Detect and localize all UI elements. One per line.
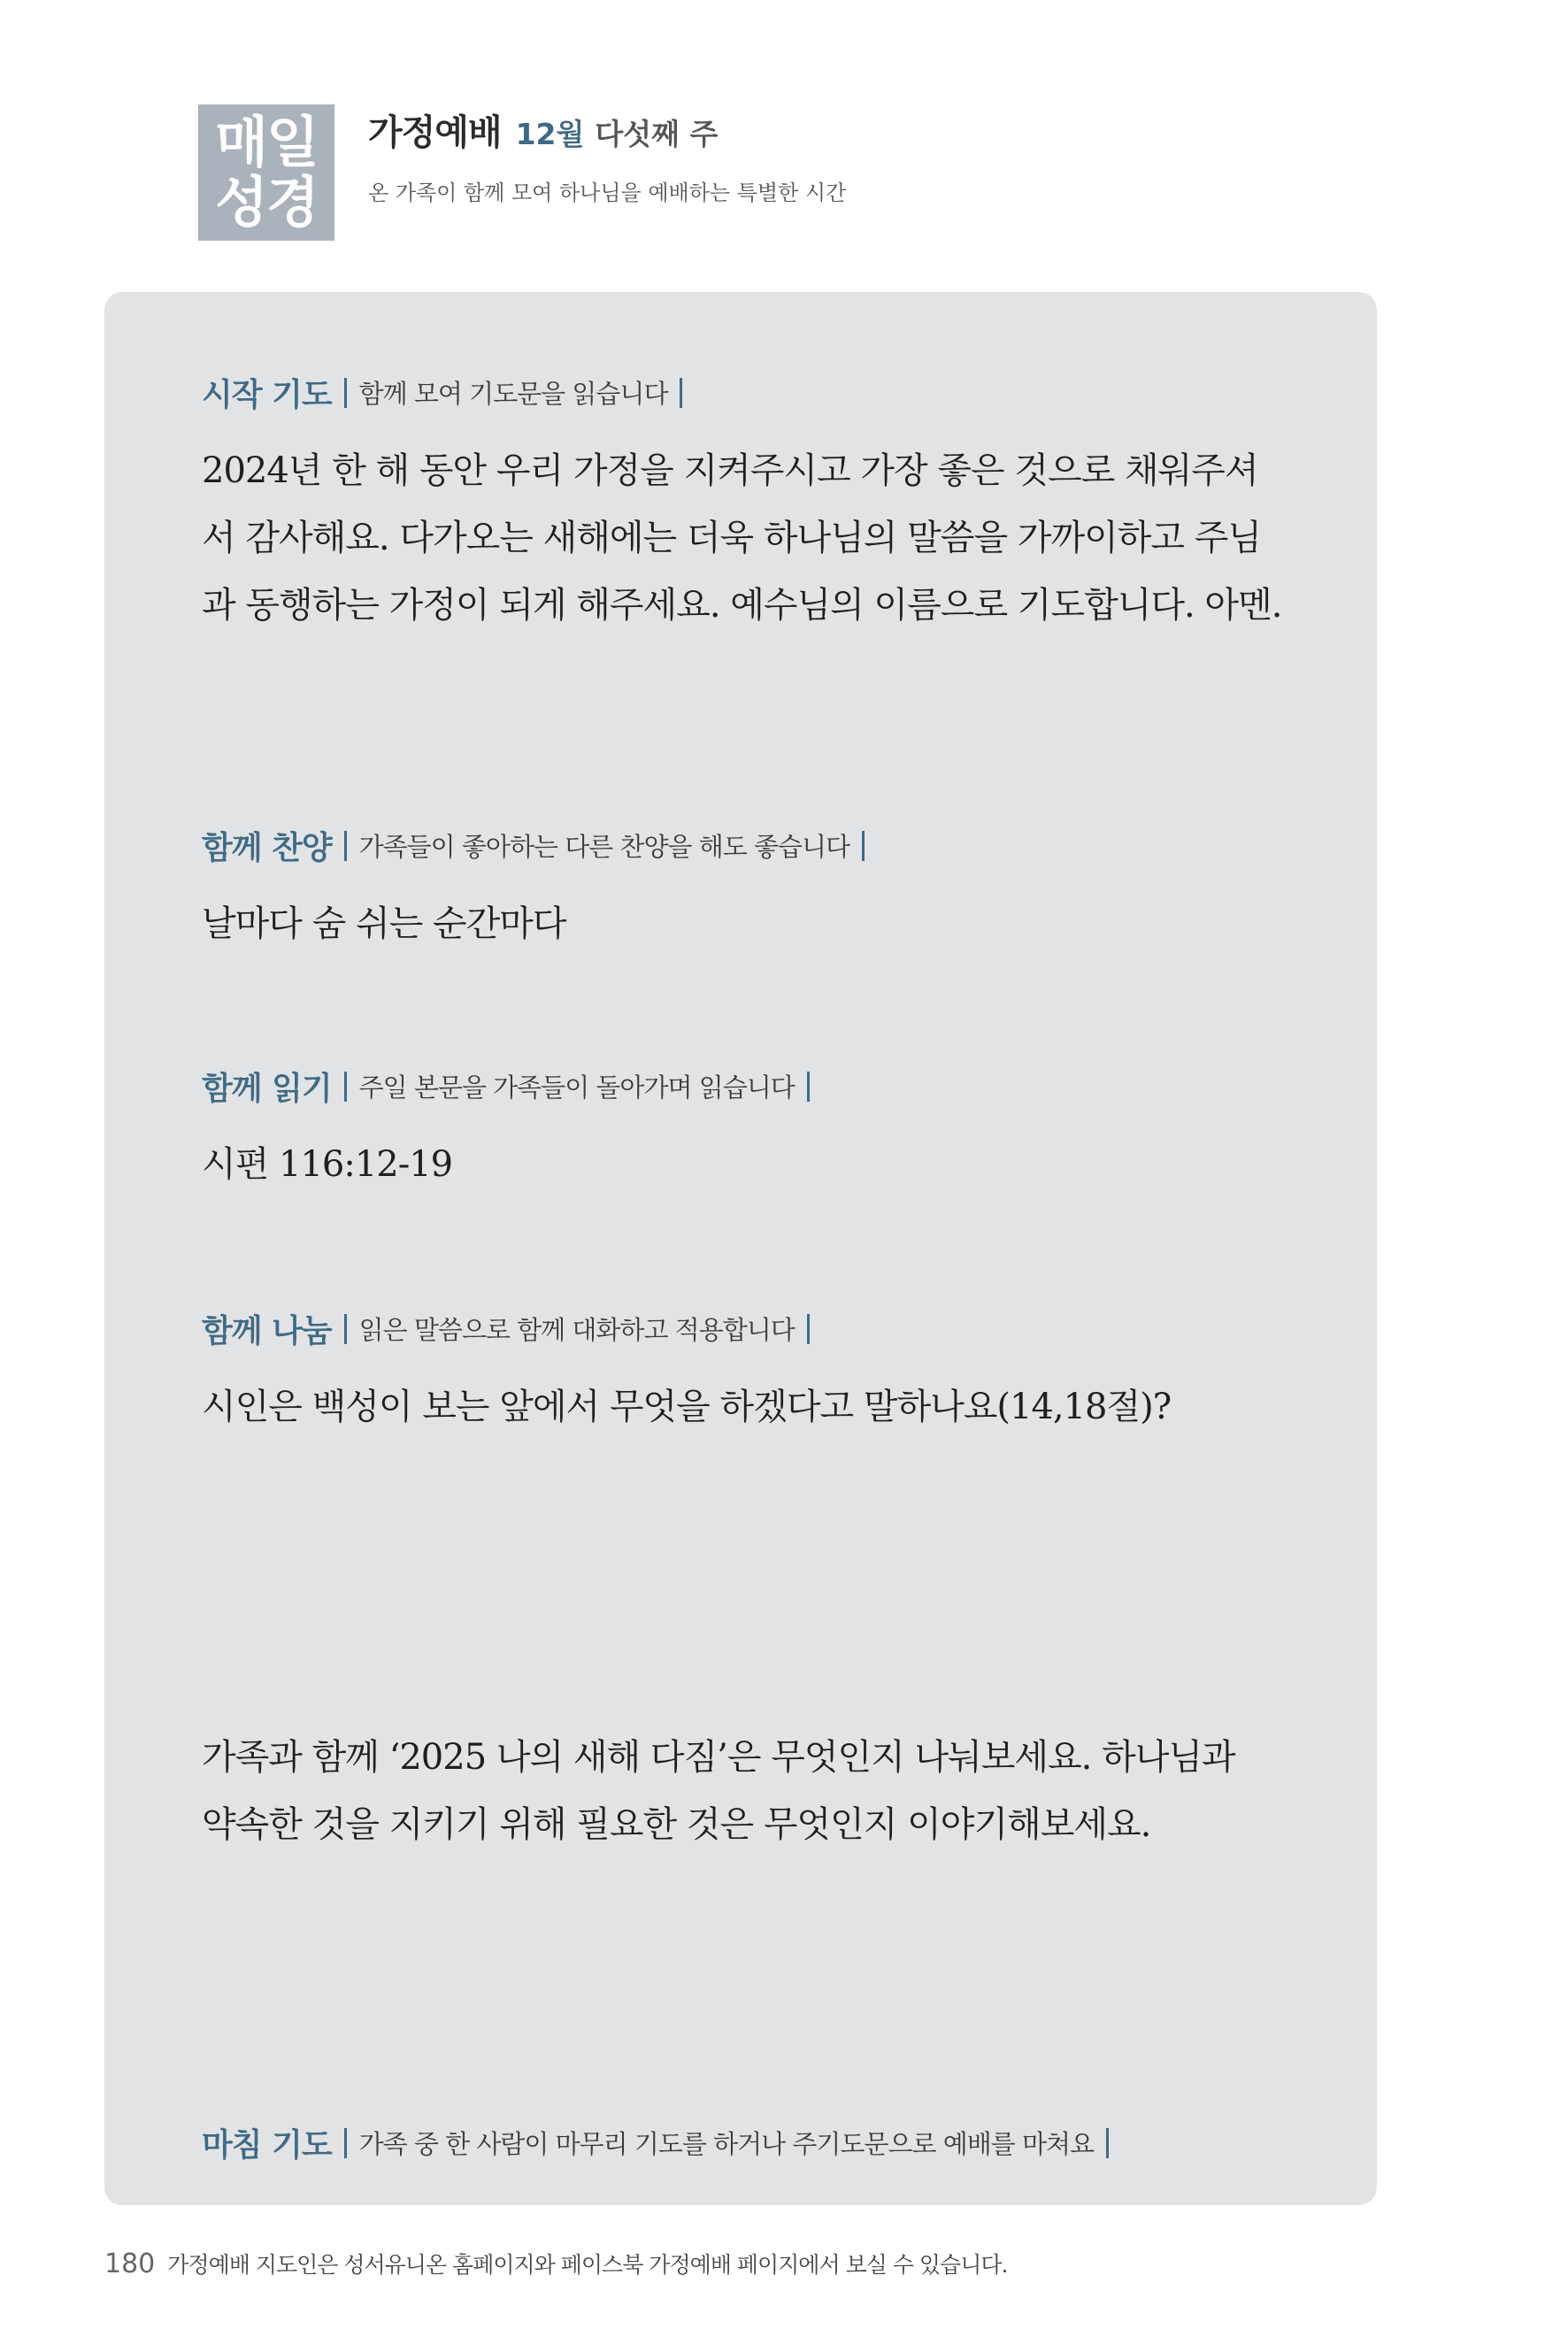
opening-prayer-text xyxy=(202,437,1299,639)
divider xyxy=(344,378,347,408)
logo xyxy=(198,104,334,241)
scripture-reference: 시편 116:12-19 xyxy=(202,1144,453,1185)
praise-song: 날마다 숨 쉬는 순간마다 xyxy=(202,903,566,944)
page-title xyxy=(368,104,718,158)
title-month: 12월 xyxy=(515,117,585,151)
title-week: 다섯째 주 xyxy=(595,117,719,151)
section-head-closing-prayer xyxy=(202,2120,1121,2165)
text-line: 과 동행하는 가정이 되게 해주세요. 예수님의 이름으로 기도합니다. 아멘. xyxy=(202,585,1282,626)
section-label: 마침 기도 xyxy=(202,2127,332,2164)
sharing-discussion xyxy=(202,1724,1299,1858)
divider xyxy=(344,1314,347,1344)
logo-line-2: 성경 xyxy=(215,170,318,234)
text-line: 2024년 한 해 동안 우리 가정을 지켜주시고 가장 좋은 것으로 채워주셔 xyxy=(202,450,1258,491)
section-head-praise xyxy=(202,823,877,868)
section-label: 함께 읽기 xyxy=(202,1071,332,1107)
page-number: 180 xyxy=(104,2248,156,2279)
section-label: 함께 찬양 xyxy=(202,830,332,866)
section-head-sharing xyxy=(202,1306,822,1351)
section-desc: 주일 본문을 가족들이 돌아가며 읽습니다 xyxy=(358,1072,795,1103)
section-desc: 가족 중 한 사람이 마무리 기도를 하거나 주기도문으로 예배를 마쳐요 xyxy=(358,2129,1094,2159)
section-head-opening-prayer xyxy=(202,370,695,415)
page-footer xyxy=(104,2248,1007,2279)
footer-note: 가정예배 지도인은 성서유니온 홈페이지와 페이스북 가정예배 페이지에서 보실 수 있습니다. xyxy=(167,2252,1008,2278)
divider xyxy=(344,831,347,861)
logo-line-1: 매일 xyxy=(215,110,318,174)
page-subtitle: 온 가족이 함께 모여 하나님을 예배하는 특별한 시간 xyxy=(368,181,847,205)
section-desc: 함께 모여 기도문을 읽습니다 xyxy=(358,379,668,409)
text-line: 가족과 함께 ‘2025 나의 새해 다짐’은 무엇인지 나눠보세요. 하나님과 xyxy=(202,1737,1235,1778)
divider xyxy=(344,2128,347,2158)
divider xyxy=(807,1314,810,1344)
section-label: 함께 나눔 xyxy=(202,1313,332,1349)
section-head-reading xyxy=(202,1064,822,1109)
divider xyxy=(1106,2128,1109,2158)
divider xyxy=(807,1072,810,1102)
sharing-question: 시인은 백성이 보는 앞에서 무엇을 하겠다고 말하나요(14,18절)? xyxy=(202,1387,1172,1427)
section-label: 시작 기도 xyxy=(202,377,332,413)
title-main: 가정예배 xyxy=(368,112,502,153)
section-desc: 읽은 말씀으로 함께 대화하고 적용합니다 xyxy=(358,1315,795,1345)
divider xyxy=(680,378,682,408)
divider xyxy=(344,1072,347,1102)
divider xyxy=(862,831,865,861)
text-line: 서 감사해요. 다가오는 새해에는 더욱 하나님의 말씀을 가까이하고 주님 xyxy=(202,518,1261,558)
text-line: 약속한 것을 지키기 위해 필요한 것은 무엇인지 이야기해보세요. xyxy=(202,1804,1151,1845)
section-desc: 가족들이 좋아하는 다른 찬양을 해도 좋습니다 xyxy=(358,832,849,862)
